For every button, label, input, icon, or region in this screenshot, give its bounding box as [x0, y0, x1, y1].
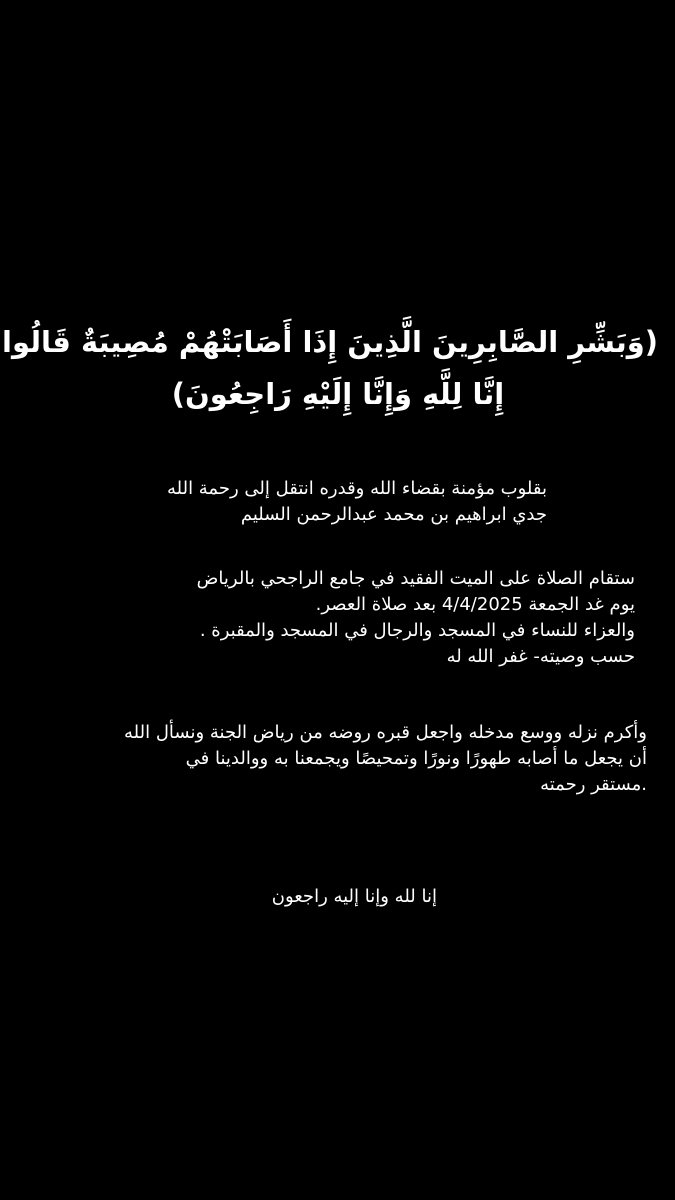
funeral-line-1: ستقام الصلاة على الميت الفقيد في جامع الراجحي بالرياض — [196, 568, 635, 589]
prayer-line-1: وأكرم نزله ووسع مدخله واجعل قبره روضه من رياض الجنة ونسأل الله — [124, 722, 647, 743]
funeral-line-3: والعزاء للنساء في المسجد والرجال في المسجد والمقبرة . — [199, 620, 635, 641]
funeral-details — [197, 566, 635, 670]
verse-line-2: إِنَّا لِلَّهِ وَإِنَّا إِلَيْهِ رَاجِعُونَ) — [171, 377, 505, 411]
announcement-line-2: جدي ابراهيم بن محمد عبدالرحمن السليم — [240, 504, 547, 525]
death-announcement — [167, 476, 547, 528]
closing-line: إنا لله وإنا إليه راجعون — [271, 886, 437, 907]
quran-verse — [2, 316, 658, 420]
funeral-line-2: يوم غد الجمعة 4/4/2025 بعد صلاة العصر. — [315, 594, 635, 615]
closing-phrase — [272, 884, 437, 910]
prayer-line-2: أن يجعل ما أصابه طهورًا ونورًا وتمحيصًا ويجمعنا به ووالدينا في — [185, 748, 647, 769]
announcement-line-1: بقلوب مؤمنة بقضاء الله وقدره انتقل إلى رحمة الله — [166, 478, 547, 499]
verse-line-1: (وَبَشِّرِ الصَّابِرِينَ الَّذِينَ إِذَا أَصَابَتْهُمْ مُصِيبَةٌ قَالُوا — [2, 325, 658, 359]
prayer-line-3: .مستقر رحمته — [540, 774, 647, 795]
funeral-line-4: حسب وصيته- غفر الله له — [446, 646, 635, 667]
prayer-text — [124, 720, 647, 798]
